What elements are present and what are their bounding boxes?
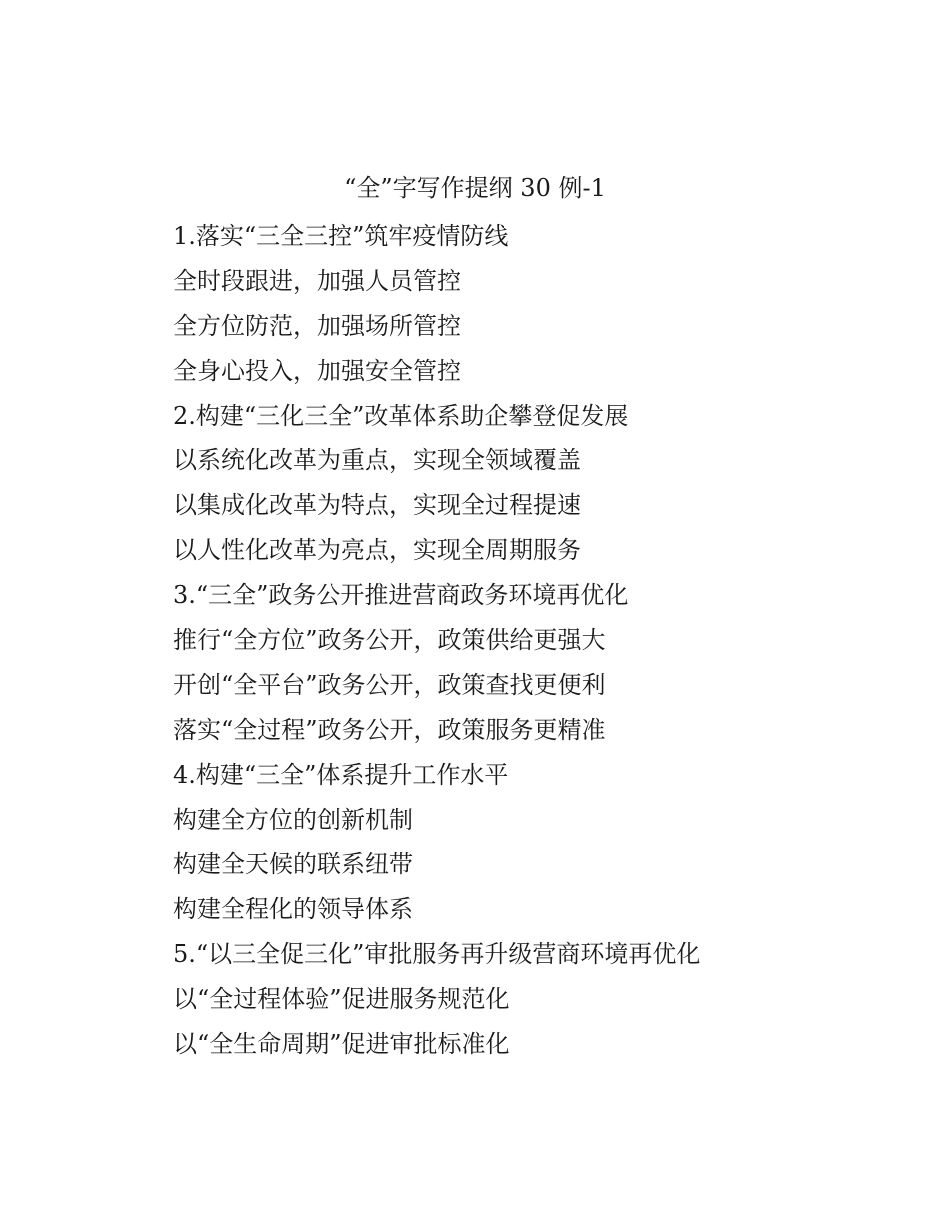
outline-item: 推行“全方位”政务公开，政策供给更强大 xyxy=(173,626,606,655)
outline-item: 构建全程化的领导体系 xyxy=(173,895,413,924)
outline-heading-4: 4.构建“三全”体系提升工作水平 xyxy=(173,760,509,789)
outline-item: 全身心投入，加强安全管控 xyxy=(173,356,461,385)
outline-item: 构建全方位的创新机制 xyxy=(173,805,413,834)
outline-item: 构建全天候的联系纽带 xyxy=(173,850,413,879)
outline-heading-1: 1.落实“三全三控”筑牢疫情防线 xyxy=(173,222,509,250)
outline-item: 以“全过程体验”促进服务规范化 xyxy=(173,985,510,1014)
outline-item: 全时段跟进，加强人员管控 xyxy=(173,266,461,295)
outline-heading-3: 3.“三全”政务公开推进营商政务环境再优化 xyxy=(173,581,629,610)
outline-list xyxy=(173,214,893,1067)
outline-item: 以集成化改革为特点，实现全过程提速 xyxy=(173,491,581,520)
document-title: “全”字写作提纲 30 例-1 xyxy=(344,174,606,202)
outline-heading-5: 5.“以三全促三化”审批服务再升级营商环境再优化 xyxy=(173,940,701,969)
outline-item: 落实“全过程”政务公开，政策服务更精准 xyxy=(173,715,606,744)
outline-item: 开创“全平台”政务公开，政策查找更便利 xyxy=(173,670,606,699)
outline-item: 全方位防范，加强场所管控 xyxy=(173,311,461,340)
outline-item: 以人性化改革为亮点，实现全周期服务 xyxy=(173,536,581,565)
outline-heading-2: 2.构建“三化三全”改革体系助企攀登促发展 xyxy=(173,401,629,430)
outline-item: 以“全生命周期”促进审批标准化 xyxy=(173,1030,510,1059)
outline-item: 以系统化改革为重点，实现全领域覆盖 xyxy=(173,446,581,475)
